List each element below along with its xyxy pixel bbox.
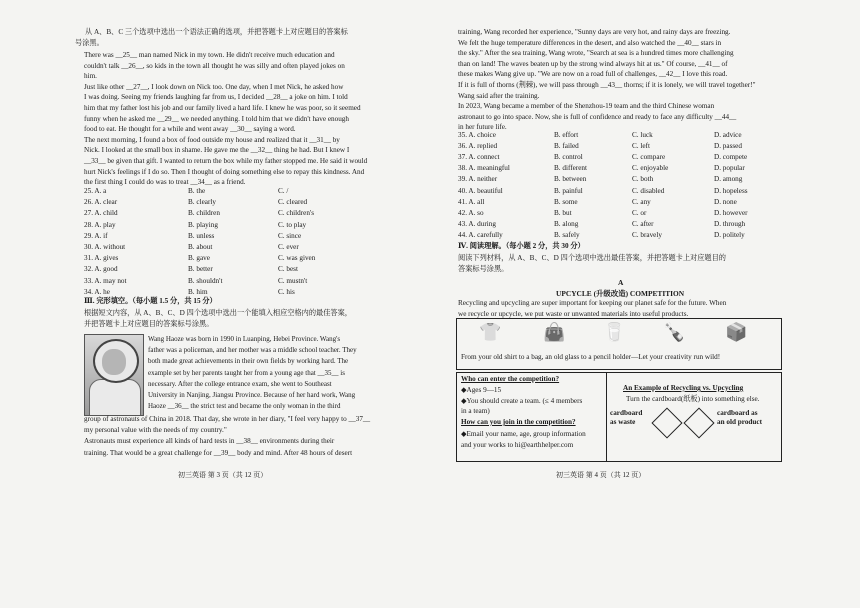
option-b: B. about [188, 243, 213, 251]
passage-line: There was __25__ man named Nick in my town. He didn't receive much education and [84, 51, 335, 59]
passage-line: hurt Nick's feelings if I do so. Then I thought of doing something else to repay this kindness. And [84, 167, 365, 176]
cardboard-waste-label: as waste [610, 418, 636, 426]
example-desc: Turn the cardboard(纸板) into something else. [626, 395, 760, 403]
option-c: C. both [632, 175, 654, 184]
passage-line: funny when he asked me __29__ we needed anything. I told him that we didn't have enough [84, 114, 349, 123]
info-divider [606, 372, 607, 462]
section-instructions: 答案标号涂黑。 [458, 264, 509, 273]
option-b: B. along [554, 219, 579, 228]
option-a: 33. A. may not [84, 276, 127, 285]
who-item: ◆You should create a team. (≤ 4 members [461, 396, 583, 405]
passage-line: in her future life. [458, 123, 507, 132]
passage-line: both made great achievements in their own fields by working hard. The [148, 357, 349, 366]
passage-line: The next morning, I found a box of food outside my house and realized that it __31__ by [84, 135, 340, 144]
option-c: C. or [632, 208, 647, 217]
passage-line: In 2023, Wang became a member of the Shenzhou-19 team and the third Chinese woman [458, 102, 715, 111]
option-a: 32. A. good [84, 265, 118, 274]
section-instructions: 并把答题卡上对应题目的答案标号涂黑。 [84, 319, 214, 328]
option-c: C. his [278, 287, 295, 296]
option-a: 31. A. gives [84, 254, 119, 263]
option-a: 37. A. connect [458, 153, 500, 162]
option-a: 35. A. choice [458, 131, 496, 139]
option-a: 27. A. child [84, 209, 118, 218]
option-d: D. through [714, 219, 746, 228]
passage-line: the first thing I could do was to treat __34__ as a friend. [84, 178, 246, 187]
option-a: 28. A. play [84, 220, 116, 229]
passage-line: necessary. After the college entrance exam, she went to Southeast [148, 379, 332, 388]
option-d: D. passed [714, 142, 742, 151]
passage-line: than on land! The waves beaten up by the strong wind always hit at us." Of course, __41__ of [458, 59, 728, 68]
glass-icon: 🥛 [603, 322, 626, 342]
bottle-icon: 🍾 [663, 322, 686, 342]
option-a: 29. A. if [84, 231, 108, 240]
option-c: C. to play [278, 220, 307, 229]
option-a: 36. A. replied [458, 142, 498, 151]
cardboard-product-label: cardboard as [717, 409, 758, 417]
example-title: An Example of Recycling vs. Upcycling [623, 384, 744, 392]
how-item: ◆Email your name, age, group information [461, 430, 586, 438]
passage-line: I was doing. Seeing my friends laughing far from us, I decided __28__ a joke on him. I told [84, 93, 348, 102]
option-b: B. the [188, 187, 206, 195]
option-c: C. luck [632, 131, 653, 139]
section-heading: Ⅳ. 阅读理解。（每小题 2 分，共 30 分） [458, 242, 585, 250]
passage-line: astronaut to go into space. Now, she is full of confidence and ready to face any difficulty __44__ [458, 112, 737, 121]
passage-line: If it is full of thorns (荆棘), we will pass through __43__ thorns; if it is lonely, we will travel together!" [458, 81, 756, 89]
right-page [430, 0, 860, 608]
option-c: C. / [278, 187, 289, 195]
option-b: B. unless [188, 231, 215, 240]
astronaut-photo [84, 334, 144, 416]
passage-line: the sky." After the sea training, Wang wrote, "Search at sea is a hundred times more challenging [458, 49, 734, 58]
option-b: B. but [554, 208, 572, 217]
passage-line: training. That would be a great challenge for __39__ body and mind. After 48 hours of desert [84, 448, 353, 457]
passage-line: We felt the huge temperature differences in the desert, and also watched the __40__ stars in [458, 38, 722, 47]
section-instructions: 根据短文内容，从 A、B、C、D 四个选项中选出一个能填入相应空格内的最佳答案， [84, 309, 352, 317]
passage-line: these makes Wang give up. "We are now on a road full of challenges, __42__ I love this road. [458, 70, 728, 79]
option-b: B. painful [554, 186, 583, 195]
passage-line: we recycle or upcycle, we put waste or unwanted materials into useful products. [458, 309, 689, 318]
passage-line: him. [84, 72, 97, 81]
option-c: C. best [278, 265, 298, 274]
passage-line: example set by her parents taught her from a young age that __35__ is [148, 368, 345, 377]
who-item: ◆Ages 9—15 [461, 386, 502, 394]
passage-line: Recycling and upcycling are super important for keeping our planet safe for the future. When [458, 299, 727, 307]
option-b: B. some [554, 197, 578, 206]
option-d: D. compete [714, 153, 748, 162]
option-c: C. cleared [278, 198, 308, 207]
bag-icon: 👜 [543, 322, 566, 342]
option-d: D. among [714, 175, 743, 184]
option-a: 44. A. carefully [458, 230, 503, 239]
passage-line: Haoze __36__ the strict test and became the only woman in the third [148, 402, 341, 411]
option-c: C. left [632, 142, 650, 151]
option-a: 39. A. neither [458, 175, 498, 184]
cardboard-product-label: an old product [717, 418, 763, 426]
page-footer: 初三英语 第 3 页（共 12 页） [178, 471, 268, 479]
option-b: B. control [554, 153, 583, 162]
option-c: C. compare [632, 153, 666, 162]
option-b: B. different [554, 164, 587, 173]
who-item: in a team) [461, 407, 490, 416]
passage-line: couldn't talk __26__, so kids in the town all thought he was silly and often played jokes on [84, 61, 345, 70]
option-a: 41. A. all [458, 197, 485, 206]
option-d: D. hopeless [714, 186, 748, 195]
option-a: 38. A. meaningful [458, 164, 510, 173]
option-a: 34. A. he [84, 287, 110, 296]
option-d: D. none [714, 197, 737, 206]
how-item: and your works to hi@earthhelper.com [461, 440, 574, 449]
page-footer: 初三英语 第 4 页（共 12 页） [556, 471, 646, 479]
option-a: 42. A. so [458, 208, 484, 217]
option-d: D. popular [714, 164, 745, 173]
option-b: B. clearly [188, 198, 216, 207]
option-a: 30. A. without [84, 243, 126, 251]
passage-line: Astronauts must experience all kinds of hard tests in __38__ environments during their [84, 437, 335, 446]
passage-line: Wang Haoze was born in 1990 in Luanping, Hebei Province. Wang's [148, 335, 341, 343]
option-b: B. children [188, 209, 220, 218]
passage-label: A [618, 278, 624, 287]
option-d: D. politely [714, 230, 745, 239]
option-c: C. since [278, 231, 302, 240]
option-a: 43. A. during [458, 219, 496, 228]
option-c: C. bravely [632, 230, 662, 239]
passage-line: __33__ be given that gift. I wanted to return the box while my father stopped me. He said it would [84, 157, 368, 165]
passage-line: food to eat. He thought for a while and went away __30__ saying a word. [84, 125, 296, 134]
passage-line: group of astronauts of China in 2018. That day, she wrote in her diary, "I feel very happy to __37__ [84, 415, 371, 423]
option-c: C. was given [278, 254, 316, 263]
who-title: Who can enter the competition? [461, 375, 560, 383]
option-c: C. any [632, 197, 651, 206]
how-title: How can you join in the competition? [461, 418, 576, 426]
option-b: B. playing [188, 220, 218, 229]
passage-line: training, Wang recorded her experience, "Sunny days are very hot, and rainy days are freezing. [458, 28, 731, 36]
option-c: C. children's [278, 209, 315, 218]
option-b: B. between [554, 175, 587, 184]
option-a: 40. A. beautiful [458, 186, 503, 195]
option-b: B. gave [188, 254, 210, 263]
option-b: B. better [188, 265, 213, 274]
shirt-icon: 👕 [479, 322, 502, 342]
passage-line: University in Nanjing, Jiangsu Province. Because of her hard work, Wang [148, 391, 356, 399]
section-instructions: 阅读下列材料，从 A、B、C、D 四个选项中选出最佳答案，并把答题卡上对应题目的 [458, 254, 726, 262]
box-caption: From your old shirt to a bag, an old glass to a pencil holder—Let your creativity run wild! [461, 353, 721, 361]
option-a: 25. A. a [84, 187, 107, 195]
intro-line: 号涂黑。 [75, 38, 104, 47]
option-c: C. disabled [632, 186, 665, 195]
option-a: 26. A. clear [84, 198, 118, 207]
passage-line: father was a policeman, and her mother was a middle school teacher. They [148, 346, 357, 355]
option-b: B. him [188, 287, 208, 296]
illustration-box [456, 318, 782, 370]
option-b: B. safely [554, 230, 580, 239]
passage-line: Nick. I looked at the small box in shame. He gave me the __32__ thing he had. But I knew I [84, 146, 350, 155]
passage-line: Just like other __27__, I look down on Nick too. One day, when I met Nick, he asked how [84, 82, 344, 91]
intro-line: 从 A、B、C 三个选项中选出一个语法正确的选项，并把答题卡上对应题目的答案标 [85, 28, 348, 36]
passage-title: UPCYCLE (升级改造) COMPETITION [556, 289, 685, 298]
option-c: C. mustn't [278, 276, 308, 285]
option-c: C. after [632, 219, 654, 228]
passage-line: my personal value with the needs of my country." [84, 426, 227, 435]
option-c: C. ever [278, 243, 299, 251]
option-b: B. failed [554, 142, 579, 151]
section-heading: Ⅲ. 完形填空。（每小题 1.5 分，共 15 分） [84, 297, 217, 305]
box-icon: 📦 [725, 322, 748, 342]
option-d: D. however [714, 208, 748, 217]
cardboard-waste-label: cardboard [610, 409, 643, 417]
option-d: D. advice [714, 131, 742, 139]
passage-line: Wang said after the training. [458, 91, 540, 100]
option-b: B. shouldn't [188, 276, 223, 285]
passage-line: him that my father lost his job and our family lived a hard life. I knew he was poor, so it seemed [84, 104, 361, 112]
option-b: B. effort [554, 131, 579, 139]
option-c: C. enjoyable [632, 164, 669, 173]
